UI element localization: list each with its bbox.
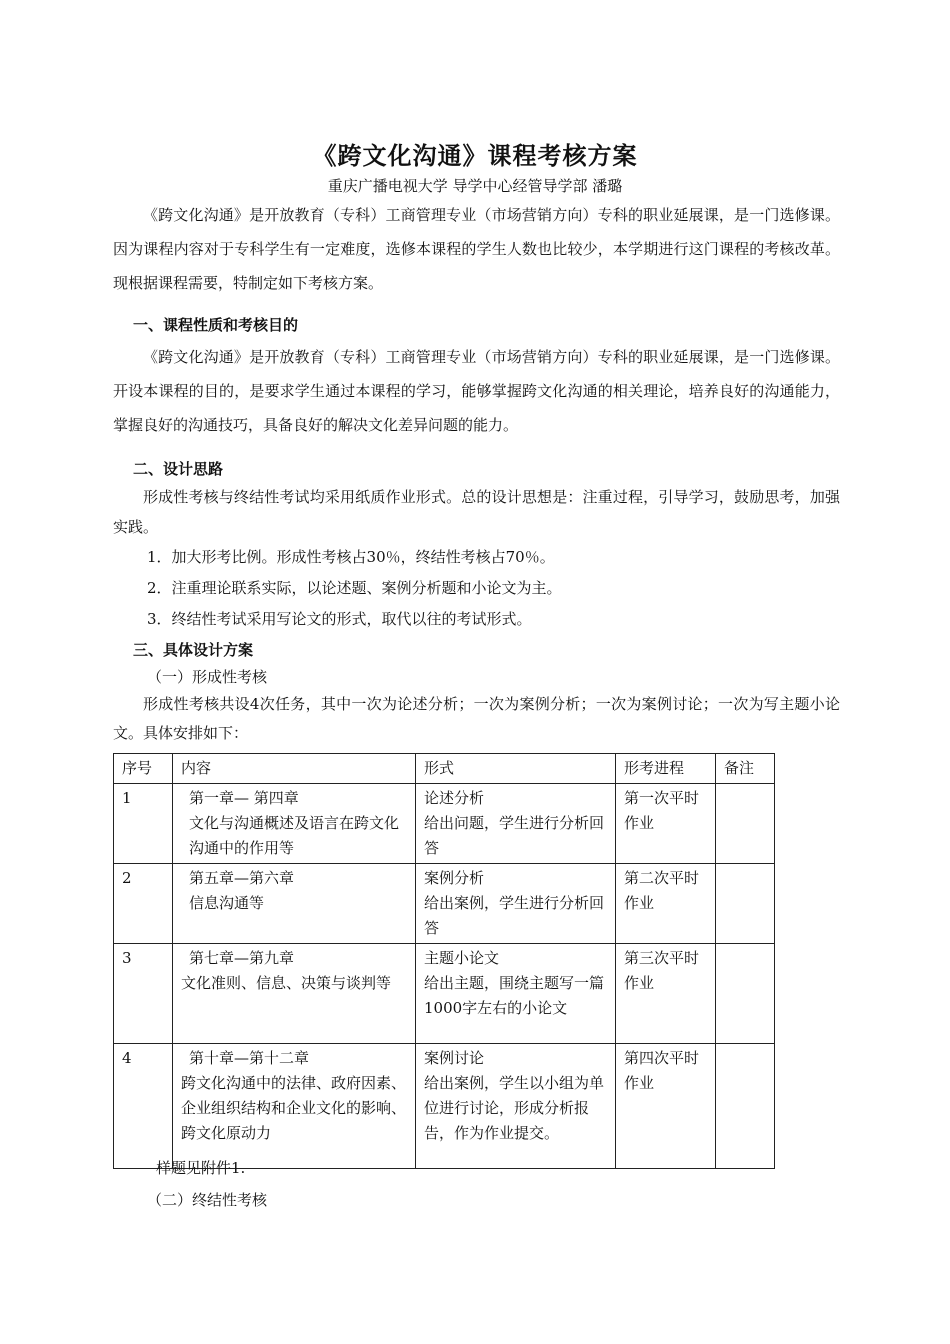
form-detail: 给出案例，学生以小组为单位进行讨论，形成分析报告，作为作业提交。 bbox=[424, 1074, 605, 1142]
section1-paragraph: 《跨文化沟通》是开放教育（专科）工商管理专业（市场营销方向）专科的职业延展课，是一门选修课。开设本课程的目的，是要求学生通过本课程的学习，能够掌握跨文化沟通的相关理论，培养良好的沟通能力，掌握良好的沟通技巧，具备良好的解决文化差异问题的能力。 bbox=[113, 348, 840, 434]
table-header-row bbox=[114, 754, 775, 784]
section3-heading: 三、具体设计方案 bbox=[133, 641, 254, 659]
subsection-formative: （一）形成性考核 bbox=[147, 668, 268, 686]
design-point-2: 2．注重理论联系实际，以论述题、案例分析题和小论文为主。 bbox=[147, 579, 562, 597]
form-detail: 给出问题，学生进行分析回答 bbox=[424, 814, 605, 857]
subsection-summative: （二）终结性考核 bbox=[147, 1191, 268, 1209]
row-no: 4 bbox=[114, 1044, 173, 1169]
row-content bbox=[173, 864, 416, 944]
header-progress: 形考进程 bbox=[616, 754, 716, 784]
form-type: 论述分析 bbox=[424, 789, 485, 807]
form-detail: 给出主题，围绕主题写一篇1000字左右的小论文 bbox=[424, 974, 605, 1017]
row-content bbox=[173, 784, 416, 864]
header-form: 形式 bbox=[416, 754, 616, 784]
content-chapters: 第五章—第六章 bbox=[189, 869, 295, 887]
section2-paragraph: 形成性考核与终结性考试均采用纸质作业形式。总的设计思想是：注重过程，引导学习，鼓励思考，加强实践。 bbox=[113, 488, 840, 536]
row-form bbox=[416, 1044, 616, 1169]
row-progress: 第四次平时作业 bbox=[616, 1044, 716, 1169]
row-no: 1 bbox=[114, 784, 173, 864]
table-row bbox=[114, 784, 775, 864]
assessment-table bbox=[113, 753, 775, 1169]
design-point-3: 3．终结性考试采用写论文的形式，取代以往的考试形式。 bbox=[147, 610, 532, 628]
sample-note: 样题见附件1. bbox=[156, 1159, 246, 1177]
content-chapters: 第一章— 第四章 bbox=[189, 789, 299, 807]
section3-paragraph: 形成性考核共设4次任务，其中一次为论述分析；一次为案例分析；一次为案例讨论；一次为写主题小论文。具体安排如下： bbox=[113, 695, 840, 742]
table-row bbox=[114, 1044, 775, 1169]
intro-paragraph: 《跨文化沟通》是开放教育（专科）工商管理专业（市场营销方向）专科的职业延展课，是一门选修课。因为课程内容对于专科学生有一定难度，选修本课程的学生人数也比较少，本学期进行这门课程的考核改革。现根据课程需要，特制定如下考核方案。 bbox=[113, 206, 840, 292]
content-topics: 信息沟通等 bbox=[189, 894, 265, 912]
design-point-1: 1．加大形考比例。形成性考核占30％，终结性考核占70％。 bbox=[147, 548, 555, 566]
content-topics: 跨文化沟通中的法律、政府因素、企业组织结构和企业文化的影响、跨文化原动力 bbox=[181, 1074, 407, 1142]
content-topics: 文化与沟通概述及语言在跨文化沟通中的作用等 bbox=[189, 814, 400, 857]
header-note: 备注 bbox=[716, 754, 775, 784]
form-type: 案例分析 bbox=[424, 869, 485, 887]
row-form bbox=[416, 784, 616, 864]
form-type: 案例讨论 bbox=[424, 1049, 485, 1067]
form-type: 主题小论文 bbox=[424, 949, 500, 967]
row-content bbox=[173, 1044, 416, 1169]
section1-heading: 一、课程性质和考核目的 bbox=[133, 316, 299, 334]
row-no: 2 bbox=[114, 864, 173, 944]
section2-heading: 二、设计思路 bbox=[133, 460, 224, 478]
content-chapters: 第十章—第十二章 bbox=[189, 1049, 310, 1067]
table-row bbox=[114, 944, 775, 1044]
row-note bbox=[716, 864, 775, 944]
row-form bbox=[416, 864, 616, 944]
row-progress: 第三次平时作业 bbox=[616, 944, 716, 1044]
table-row bbox=[114, 864, 775, 944]
row-form bbox=[416, 944, 616, 1044]
header-no: 序号 bbox=[114, 754, 173, 784]
row-note bbox=[716, 1044, 775, 1169]
author-line: 重庆广播电视大学 导学中心经管导学部 潘璐 bbox=[327, 177, 623, 195]
content-topics: 文化准则、信息、决策与谈判等 bbox=[181, 974, 392, 992]
row-content bbox=[173, 944, 416, 1044]
row-progress: 第一次平时作业 bbox=[616, 784, 716, 864]
form-detail: 给出案例，学生进行分析回答 bbox=[424, 894, 605, 937]
row-progress: 第二次平时作业 bbox=[616, 864, 716, 944]
content-chapters: 第七章—第九章 bbox=[189, 949, 295, 967]
row-no: 3 bbox=[114, 944, 173, 1044]
header-content: 内容 bbox=[173, 754, 416, 784]
row-note bbox=[716, 784, 775, 864]
row-note bbox=[716, 944, 775, 1044]
document-title: 《跨文化沟通》课程考核方案 bbox=[312, 141, 638, 170]
